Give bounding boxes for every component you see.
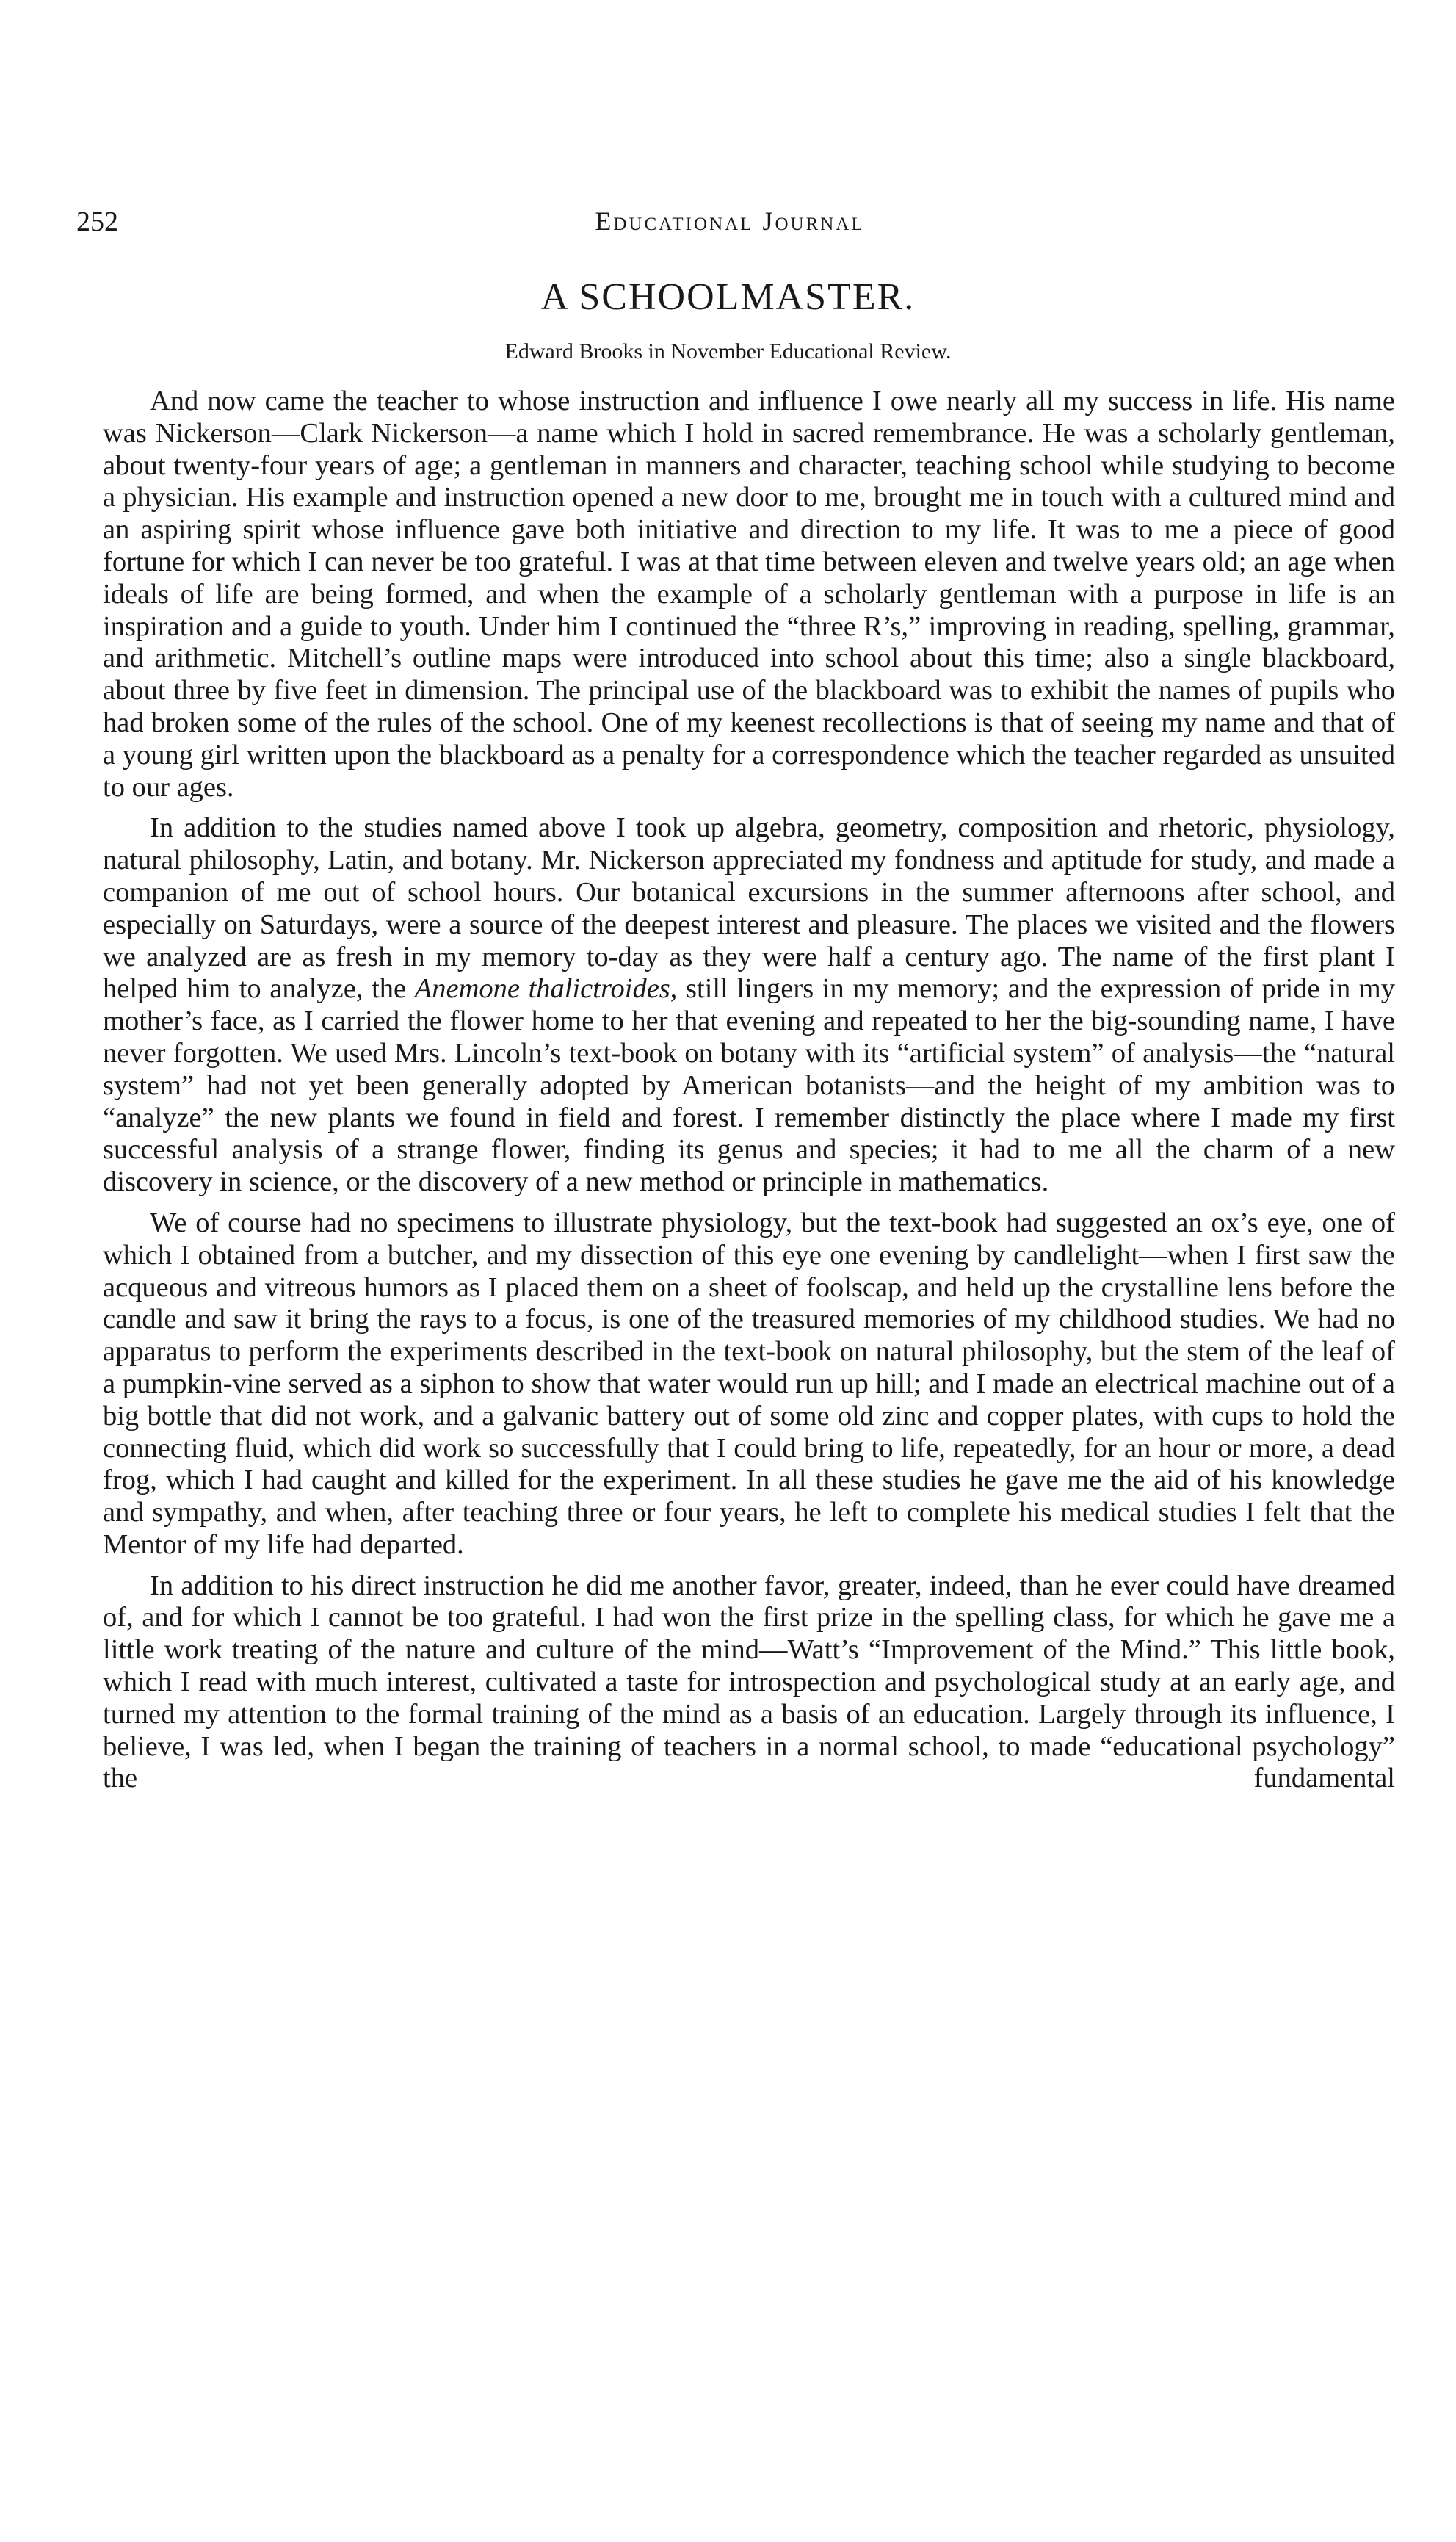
body-paragraph: In addition to the studies named above I took up algebra, geometry, composition and rhetoric, physiology, natural philosophy, Latin, and botany. Mr. Nickerson appreciated my fondness and aptitude for study, and made a companion of me out of school hours. Our botanical excursions in the summer afternoons after school, and especially on Saturdays, were a source of the deepest interest and pleasure. The places we visited and the flowers we analyzed are as fresh in my memory to-day as they were half a century ago. The name of the first plant I helped him to analyze, the Anemone thalictroides, still lingers in my memory; and the expression of pride in my mother’s face, as I carried the flower home to her that evening and repeated to her the big-sounding name, I have never forgotten. We used Mrs. Lincoln’s text-book on botany with its “artificial system” of analysis—the “natural system” had not yet been generally adopted by American botanists—and the height of my ambition was to “analyze” the new plants we found in field and forest. I remember distinctly the place where I made my first successful analysis of a strange flower, finding its genus and species; it had to me all the charm of a new discovery in science, or the discovery of a new method or principle in mathematics.: [103, 812, 1396, 1198]
species-name: Anemone thalictroides: [414, 973, 670, 1005]
body-paragraph: And now came the teacher to whose instruction and influence I owe nearly all my success in life. His name was Nickerson—Clark Nickerson—a name which I hold in sacred remembrance. He was a scholarly gentleman, about twenty-four years of age; a gentleman in manners and character, teaching school while studying to become a physician. His example and instruction opened a new door to me, brought me in touch with a cultured mind and an aspiring spirit whose influence gave both initiative and direction to my life. It was to me a piece of good fortune for which I can never be too grateful. I was at that time between eleven and twelve years old; an age when ideals of life are being formed, and when the example of a scholarly gentleman with a purpose in life is an inspiration and a guide to youth. Under him I continued the “three R’s,” improving in reading, spelling, grammar, and arithmetic. Mitchell’s outline maps were introduced into school about this time; also a single blackboard, about three by five feet in dimension. The principal use of the blackboard was to exhibit the names of pupils who had broken some of the rules of the school. One of my keenest recollections is that of seeing my name and that of a young girl written upon the blackboard as a penalty for a correspondence which the teacher regarded as unsuited to our ages.: [103, 386, 1395, 803]
running-head: [76, 206, 1383, 242]
page-number: 252: [76, 206, 118, 237]
body-paragraph: In addition to his direct instruction he did me another favor, greater, indeed, than he ever could have dreamed of, and for which I cannot be too grateful. I had won the first prize in the spelling class, for which he gave me a little work treating of the nature and culture of the mind—Watt’s “Improvement of the Mind.” This little book, which I read with much interest, cultivated a taste for introspection and psychological study at an early age, and turned my attention to the formal training of the mind as a basis of an education. Largely through its influence, I believe, I was led, when I began the training of teachers in a normal school, to made “educational psychology” the fundamental: [103, 1570, 1395, 1794]
article-body: [103, 386, 1395, 1804]
journal-name: Educational Journal: [595, 206, 865, 236]
article-byline: Edward Brooks in November Educational Review.: [504, 339, 952, 364]
article-title: A SCHOOLMASTER.: [540, 276, 916, 318]
body-paragraph: We of course had no specimens to illustrate physiology, but the text-book had suggested an ox’s eye, one of which I obtained from a butcher, and my dissection of this eye one evening by candlelight—when I first saw the acqueous and vitreous humors as I placed them on a sheet of foolscap, and held up the crystalline lens before the candle and saw it bring the rays to a focus, is one of the treasured memories of my childhood studies. We had no apparatus to perform the experiments described in the text-book on natural philosophy, but the stem of the leaf of a pumpkin-vine served as a siphon to show that water would run up hill; and I made an electrical machine out of a big bottle that did not work, and a galvanic battery out of some old zinc and copper plates, with cups to hold the connecting fluid, which did work so successfully that I could bring to life, repeatedly, for an hour or more, a dead frog, which I had caught and killed for the experiment. In all these studies he gave me the aid of his knowledge and sympathy, and when, after teaching three or four years, he left to complete his medical studies I felt that the Mentor of my life had departed.: [103, 1207, 1395, 1560]
